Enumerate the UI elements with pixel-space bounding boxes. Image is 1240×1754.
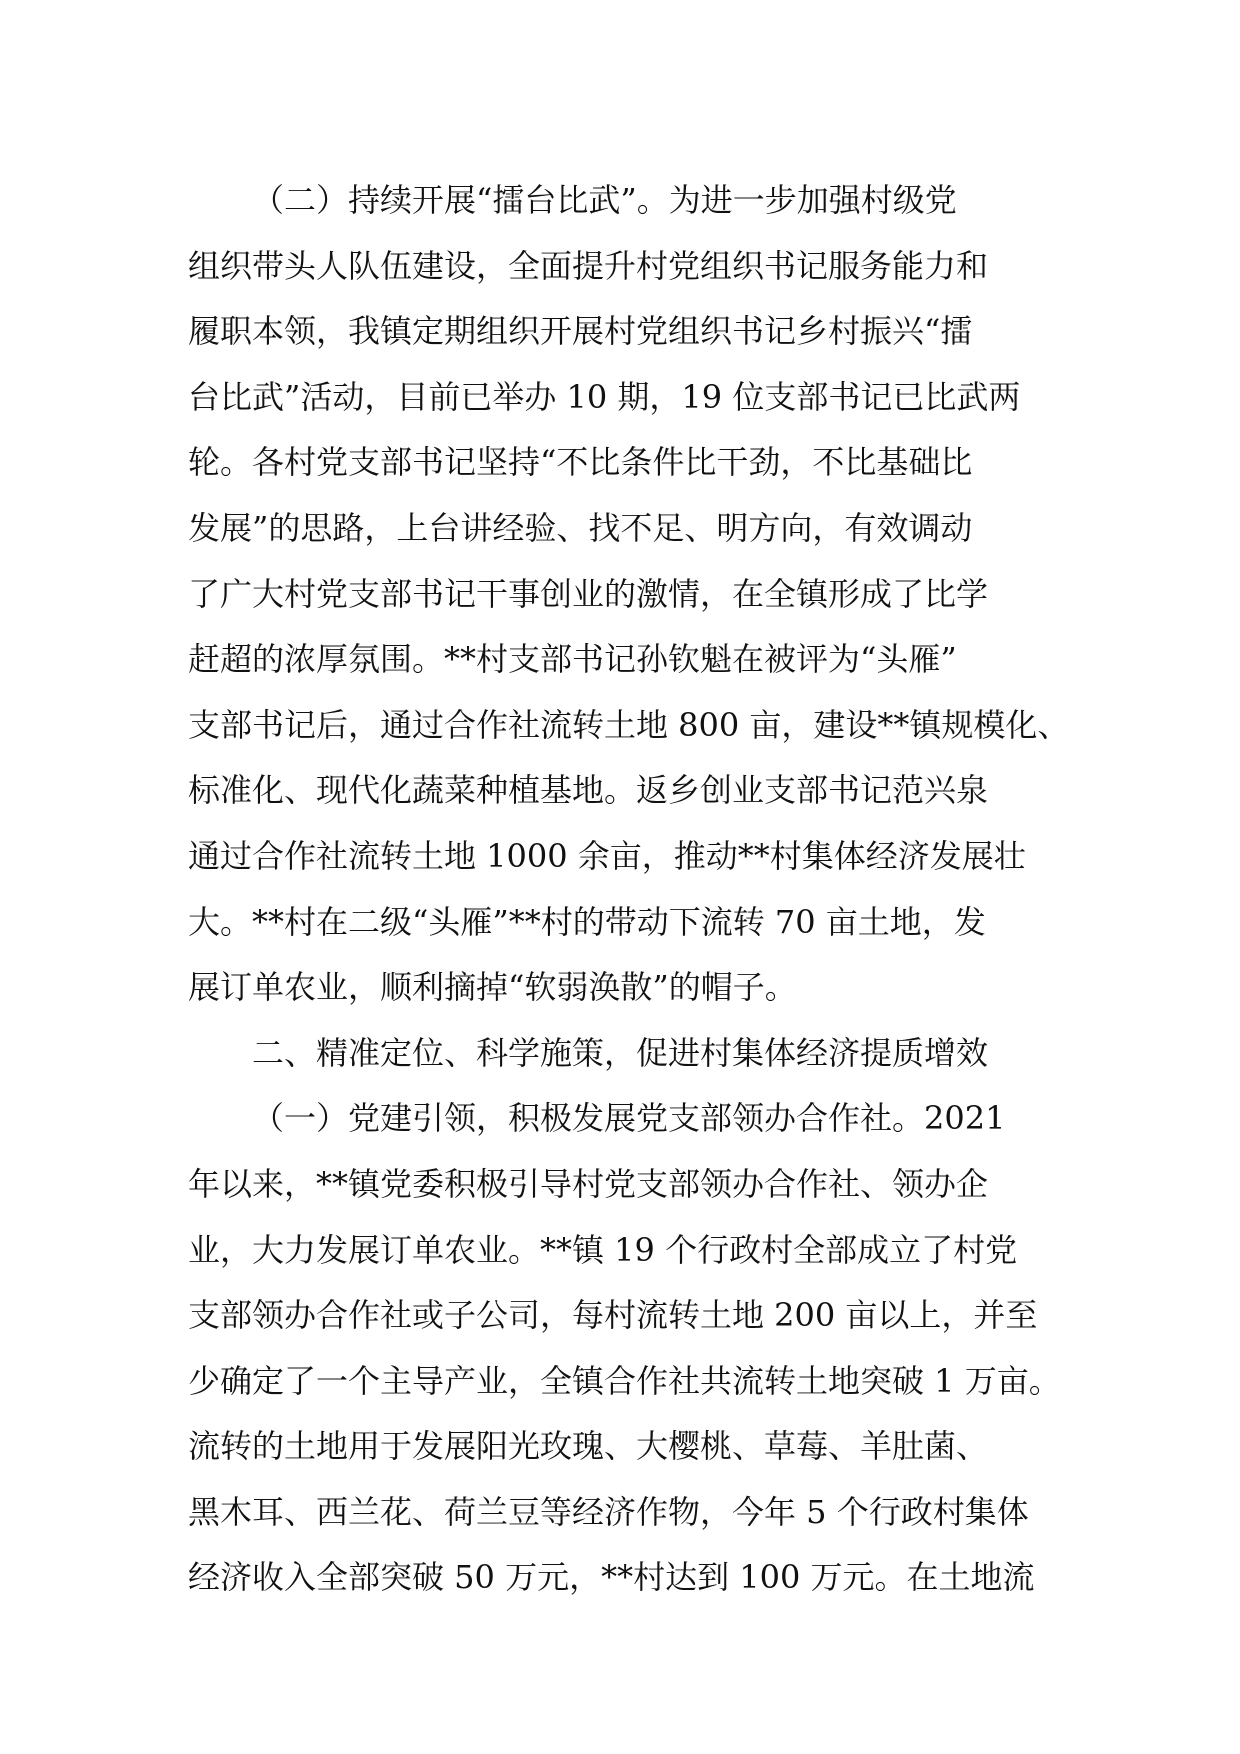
paragraph-line: （二）持续开展“擂台比武”。为进一步加强村级党 bbox=[252, 181, 957, 219]
body-text bbox=[188, 168, 1068, 1611]
paragraph-line: 经济收入全部突破 50 万元，**村达到 100 万元。在土地流 bbox=[188, 1558, 1035, 1597]
section-heading: 二、精准定位、科学施策，促进村集体经济提质增效 bbox=[252, 1033, 989, 1072]
paragraph-line: 黑木耳、西兰花、荷兰豆等经济作物，今年 5 个行政村集体 bbox=[188, 1492, 1029, 1531]
paragraph-line: 标准化、现代化蔬菜种植基地。返乡创业支部书记范兴泉 bbox=[188, 771, 989, 810]
paragraph-line: 发展”的思路，上台讲经验、找不足、明方向，有效调动 bbox=[188, 508, 973, 547]
paragraph-line: （一）党建引领，积极发展党支部领办合作社。2021 bbox=[252, 1099, 1006, 1138]
paragraph-line: 流转的土地用于发展阳光玫瑰、大樱桃、草莓、羊肚菌、 bbox=[188, 1427, 989, 1466]
paragraph-line: 业，大力发展订单农业。**镇 19 个行政村全部成立了村党 bbox=[188, 1230, 1018, 1269]
paragraph-line: 通过合作社流转土地 1000 余亩，推动**村集体经济发展壮 bbox=[188, 836, 1026, 875]
paragraph-line: 年以来，**镇党委积极引导村党支部领办合作社、领办企 bbox=[188, 1164, 989, 1203]
paragraph-line: 支部领办合作社或子公司，每村流转土地 200 亩以上，并至 bbox=[188, 1296, 1038, 1335]
paragraph-line: 展订单农业，顺利摘掉“软弱涣散”的帽子。 bbox=[188, 968, 797, 1007]
paragraph-line: 组织带头人队伍建设，全面提升村党组织书记服务能力和 bbox=[188, 246, 989, 285]
paragraph-line: 履职本领，我镇定期组织开展村党组织书记乡村振兴“擂 bbox=[188, 312, 973, 351]
paragraph-line: 了广大村党支部书记干事创业的激情，在全镇形成了比学 bbox=[188, 574, 989, 613]
paragraph-line: 少确定了一个主导产业，全镇合作社共流转土地突破 1 万亩。 bbox=[188, 1361, 1061, 1400]
paragraph-line: 台比武”活动，目前已举办 10 期，19 位支部书记已比武两 bbox=[188, 377, 1021, 416]
paragraph-line: 支部书记后，通过合作社流转土地 800 亩，建设**镇规模化、 bbox=[188, 705, 1070, 744]
paragraph-line: 轮。各村党支部书记坚持“不比条件比干劲，不比基础比 bbox=[188, 443, 973, 482]
paragraph-line: 赶超的浓厚氛围。**村支部书记孙钦魁在被评为“头雁” bbox=[188, 640, 957, 679]
paragraph-line: 大。**村在二级“头雁”**村的带动下流转 70 亩土地，发 bbox=[188, 902, 986, 941]
